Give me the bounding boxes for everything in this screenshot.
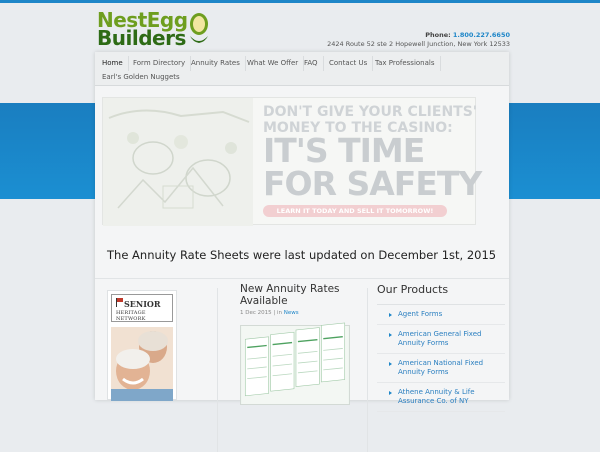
rate-sheets-thumbnail[interactable] xyxy=(240,325,350,405)
post-meta-sep: | in xyxy=(271,310,284,316)
nest-egg-icon xyxy=(187,12,211,46)
phone-label: Phone: xyxy=(425,31,451,39)
nav-item-contact-us[interactable]: Contact Us xyxy=(324,56,373,71)
contact-info xyxy=(327,31,510,49)
address-text: 2424 Route 52 ste 2 Hopewell Junction, New York 12533 xyxy=(327,40,510,48)
rate-update-notice: The Annuity Rate Sheets were last updated on December 1st, 2015 xyxy=(107,248,497,262)
site-logo[interactable] xyxy=(95,8,215,48)
ad-logo-bottom: HERITAGE NETWORK xyxy=(116,310,146,322)
hero-banner[interactable] xyxy=(102,97,482,225)
phone-number[interactable]: 1.800.227.6650 xyxy=(452,31,510,39)
post-date: 1 Dec 2015 xyxy=(240,310,272,316)
logo-text-bottom: Builders xyxy=(97,26,186,50)
product-label: Athene Annuity & Life Assurance Co. of NY xyxy=(398,388,475,405)
product-link-american-general[interactable] xyxy=(377,325,505,354)
senior-couple-photo xyxy=(111,327,173,401)
product-link-agent-forms[interactable] xyxy=(377,305,505,325)
column-separator-1 xyxy=(217,288,218,452)
arrow-right-icon xyxy=(389,333,392,337)
sidebar-ad[interactable] xyxy=(107,290,177,400)
arrow-right-icon xyxy=(389,313,392,317)
banner-cta-button[interactable]: LEARN IT TODAY AND SELL IT TOMORROW! xyxy=(263,205,447,217)
nav-item-faq[interactable]: FAQ xyxy=(299,56,324,71)
column-separator-2 xyxy=(367,288,368,452)
logo-text-top: NestEgg xyxy=(97,8,188,32)
products-widget xyxy=(377,283,505,412)
section-divider xyxy=(95,278,509,279)
product-link-american-national[interactable] xyxy=(377,354,505,383)
casino-sketch-illustration xyxy=(103,98,253,226)
products-heading: Our Products xyxy=(377,283,505,305)
ad-logo-top: SENIOR xyxy=(124,299,161,309)
arrow-right-icon xyxy=(389,391,392,395)
main-navigation xyxy=(95,52,509,86)
nav-item-form-directory[interactable]: Form Directory xyxy=(128,56,191,71)
banner-line-1: DON'T GIVE YOUR CLIENTS' xyxy=(263,104,478,120)
phone-line xyxy=(327,31,510,40)
nav-item-annuity-rates[interactable]: Annuity Rates xyxy=(186,56,246,71)
product-label: American General Fixed Annuity Forms xyxy=(398,330,482,347)
news-post xyxy=(240,283,360,316)
page-container xyxy=(95,0,510,405)
nav-item-golden-nuggets[interactable]: Earl's Golden Nuggets xyxy=(102,73,180,81)
banner-headline-main xyxy=(263,131,482,203)
nav-item-home[interactable]: Home xyxy=(97,56,129,71)
banner-line-4: FOR SAFETY xyxy=(263,164,482,203)
senior-heritage-logo xyxy=(111,294,173,322)
post-meta xyxy=(240,310,360,316)
product-link-athene[interactable] xyxy=(377,383,505,412)
banner-line-3: IT'S TIME xyxy=(263,131,425,170)
content-panel xyxy=(95,52,509,405)
nav-item-what-we-offer[interactable]: What We Offer xyxy=(242,56,304,71)
arrow-right-icon xyxy=(389,362,392,366)
post-category-link[interactable]: News xyxy=(283,310,299,316)
product-label: American National Fixed Annuity Forms xyxy=(398,359,484,376)
banner-line-2: MONEY TO THE CASINO: xyxy=(263,120,453,136)
nav-item-tax-professionals[interactable]: Tax Professionals xyxy=(370,56,441,71)
post-title[interactable]: New Annuity Rates Available xyxy=(240,283,340,307)
flag-icon xyxy=(115,298,124,307)
product-label: Agent Forms xyxy=(398,310,443,318)
